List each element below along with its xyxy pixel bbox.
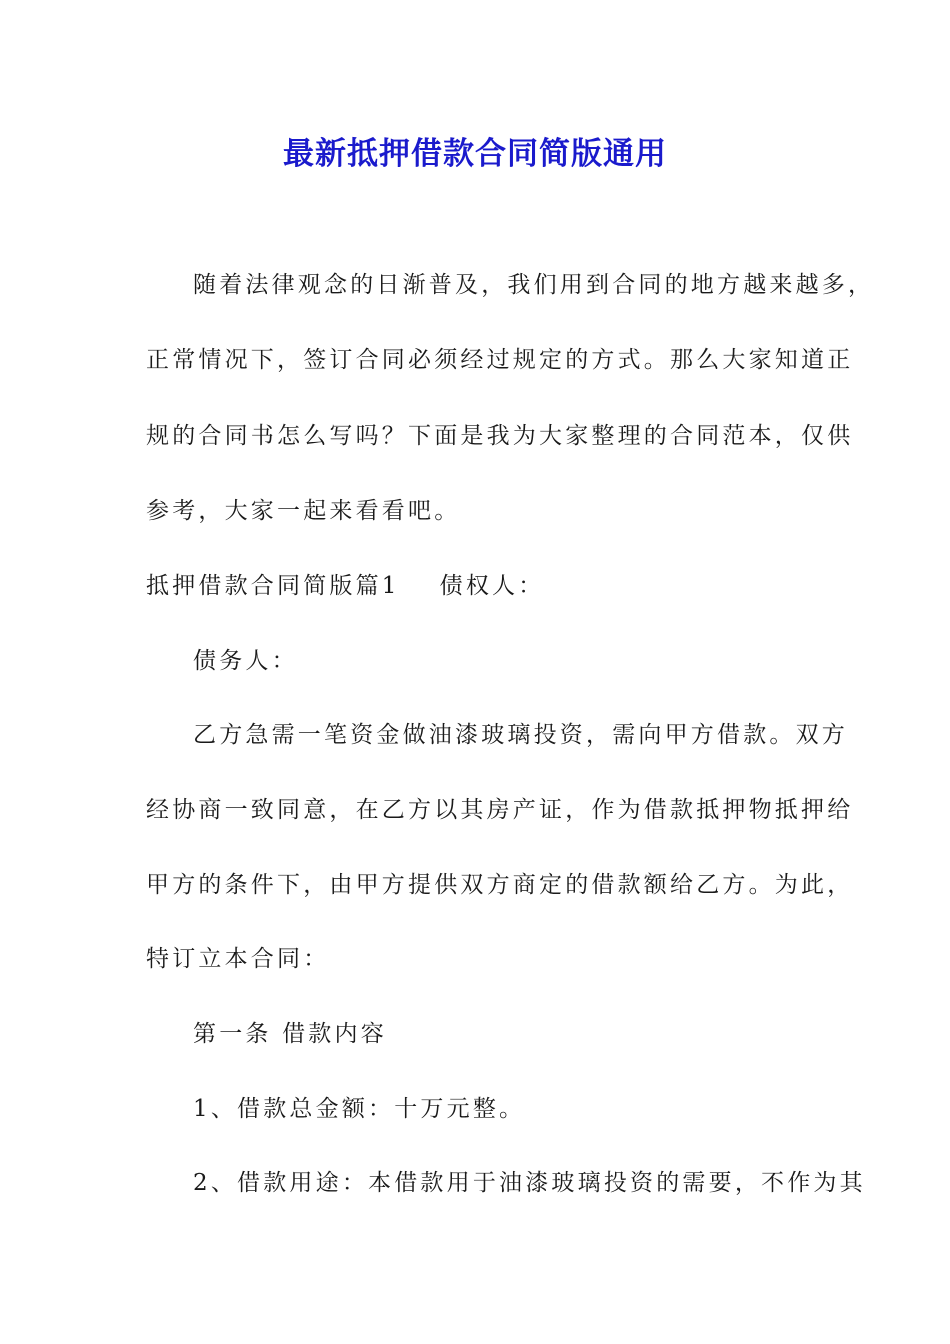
clause-2: 2、借款用途：本借款用于油漆玻璃投资的需要，不作为其 bbox=[193, 1170, 866, 1196]
preamble-line-3: 甲方的条件下，由甲方提供双方商定的借款额给乙方。为此， bbox=[146, 872, 854, 898]
clause-1: 1、借款总金额：十万元整。 bbox=[193, 1096, 526, 1122]
section-heading-line bbox=[146, 571, 826, 601]
intro-line-1: 随着法律观念的日渐普及，我们用到合同的地方越来越多， bbox=[193, 272, 875, 298]
intro-line-2: 正常情况下，签订合同必须经过规定的方式。那么大家知道正 bbox=[146, 347, 854, 373]
creditor-label: 债权人： bbox=[439, 573, 545, 599]
document-title: 最新抵押借款合同简版通用 bbox=[283, 136, 667, 172]
intro-line-3: 规的合同书怎么写吗？下面是我为大家整理的合同范本，仅供 bbox=[146, 423, 854, 449]
preamble-line-4: 特订立本合同： bbox=[146, 946, 330, 972]
intro-line-4: 参考，大家一起来看看吧。 bbox=[146, 498, 461, 524]
preamble-line-1: 乙方急需一笔资金做油漆玻璃投资，需向甲方借款。双方 bbox=[193, 722, 848, 748]
article-heading: 第一条 借款内容 bbox=[193, 1021, 387, 1047]
debtor-label: 债务人： bbox=[193, 648, 298, 674]
section-heading: 抵押借款合同简版篇1 bbox=[146, 573, 400, 599]
preamble-line-2: 经协商一致同意，在乙方以其房产证，作为借款抵押物抵押给 bbox=[146, 797, 854, 823]
